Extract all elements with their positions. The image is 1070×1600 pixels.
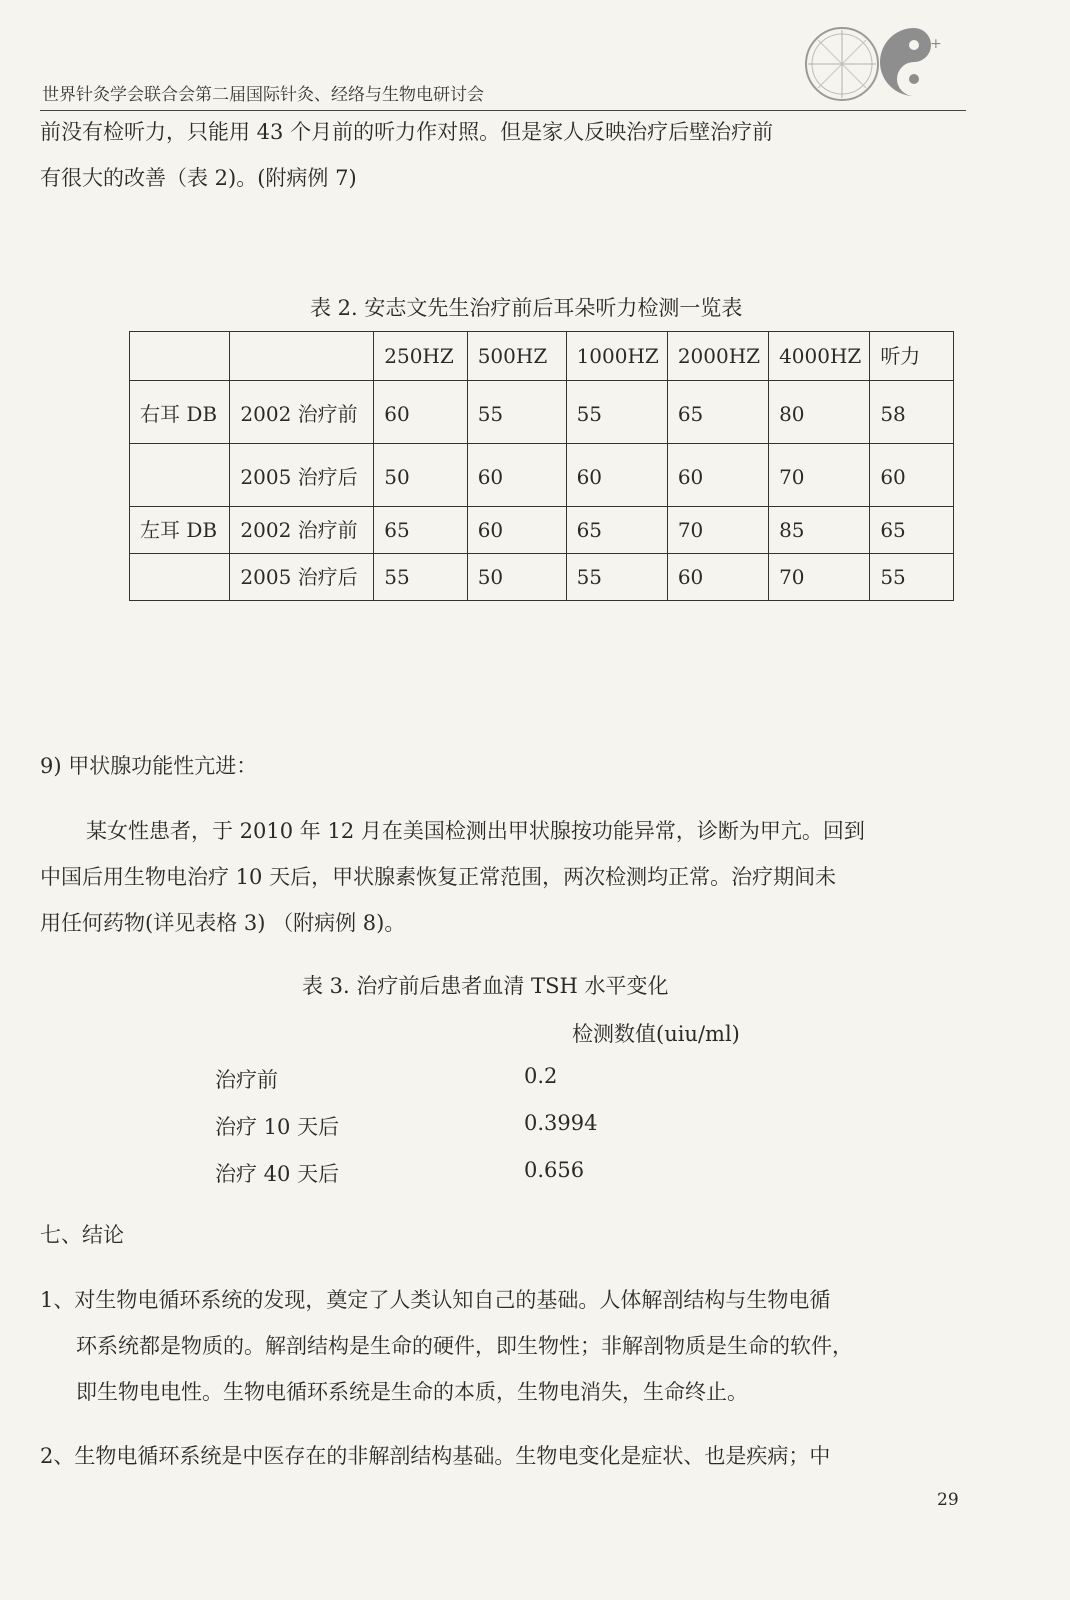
header-cell: 4000HZ [769,332,870,381]
conclusion-item-1-line-3: 即生物电电性。生物电循环系统是生命的本质，生物电消失，生命终止。 [76,1380,748,1404]
table-row [130,444,954,507]
intro-line-1: 前没有检听力，只能用 43 个月前的听力作对照。但是家人反映治疗后壁治疗前 [40,120,774,144]
value-cell: 70 [769,554,870,601]
header-rule [40,110,966,111]
ear-cell [130,444,230,507]
period-cell: 2002 治疗前 [230,507,374,554]
header-cell: 500HZ [467,332,566,381]
value-cell: 65 [566,507,667,554]
table-row [130,507,954,554]
conclusion-heading: 七、结论 [40,1223,124,1247]
value-cell: 70 [667,507,768,554]
value-cell: 60 [467,507,566,554]
value-cell: 55 [467,381,566,444]
value-cell: 65 [870,507,954,554]
table3-label: 治疗 10 天后 [215,1115,340,1139]
hearing-test-table [129,331,954,601]
value-cell: 50 [374,444,467,507]
section9-line-1: 某女性患者，于 2010 年 12 月在美国检测出甲状腺按功能异常，诊断为甲亢。回到 [86,819,865,843]
ear-cell: 左耳 DB [130,507,230,554]
value-cell: 65 [667,381,768,444]
header-cell: 听力 [870,332,954,381]
value-cell: 50 [467,554,566,601]
value-cell: 55 [374,554,467,601]
value-cell: 65 [374,507,467,554]
value-cell: 85 [769,507,870,554]
period-cell: 2005 治疗后 [230,444,374,507]
conference-logo-icon [802,20,952,102]
table3-caption: 表 3. 治疗前后患者血清 TSH 水平变化 [302,974,669,998]
value-cell: 70 [769,444,870,507]
table-row [130,554,954,601]
table3-label: 治疗 40 天后 [215,1162,340,1186]
value-cell: 55 [566,554,667,601]
conclusion-item-1-line-1: 1、对生物电循环系统的发现，奠定了人类认知自己的基础。人体解剖结构与生物电循 [40,1288,831,1312]
value-cell: 60 [667,554,768,601]
ear-cell [130,554,230,601]
period-cell: 2005 治疗后 [230,554,374,601]
table3-value: 0.656 [524,1158,585,1182]
value-cell: 60 [566,444,667,507]
table3-column-header: 检测数值(uiu/ml) [572,1022,740,1046]
table3-value: 0.2 [524,1064,558,1088]
table2-caption: 表 2. 安志文先生治疗前后耳朵听力检测一览表 [310,296,743,320]
header-cell [230,332,374,381]
value-cell: 55 [870,554,954,601]
value-cell: 60 [374,381,467,444]
table-row [130,381,954,444]
section9-line-2: 中国后用生物电治疗 10 天后，甲状腺素恢复正常范围，两次检测均正常。治疗期间未 [40,865,837,889]
table-header-row [130,332,954,381]
value-cell: 55 [566,381,667,444]
header-cell: 1000HZ [566,332,667,381]
running-header: 世界针灸学会联合会第二届国际针灸、经络与生物电研讨会 [42,85,484,105]
section9-line-3: 用任何药物(详见表格 3) （附病例 8)。 [40,911,406,935]
section9-heading: 9) 甲状腺功能性亢进： [40,754,258,778]
value-cell: 80 [769,381,870,444]
table3-value: 0.3994 [524,1111,598,1135]
period-cell: 2002 治疗前 [230,381,374,444]
header-cell: 2000HZ [667,332,768,381]
conclusion-item-2-line-1: 2、生物电循环系统是中医存在的非解剖结构基础。生物电变化是症状、也是疾病；中 [40,1444,831,1468]
svg-text:+: + [930,36,942,52]
intro-line-2: 有很大的改善（表 2)。(附病例 7) [40,166,357,190]
conclusion-item-1-line-2: 环系统都是物质的。解剖结构是生命的硬件，即生物性；非解剖物质是生命的软件， [76,1334,853,1358]
header-cell: 250HZ [374,332,467,381]
header-cell [130,332,230,381]
value-cell: 58 [870,381,954,444]
value-cell: 60 [467,444,566,507]
ear-cell: 右耳 DB [130,381,230,444]
table3-label: 治疗前 [215,1068,278,1092]
value-cell: 60 [870,444,954,507]
page-number: 29 [937,1490,959,1510]
value-cell: 60 [667,444,768,507]
